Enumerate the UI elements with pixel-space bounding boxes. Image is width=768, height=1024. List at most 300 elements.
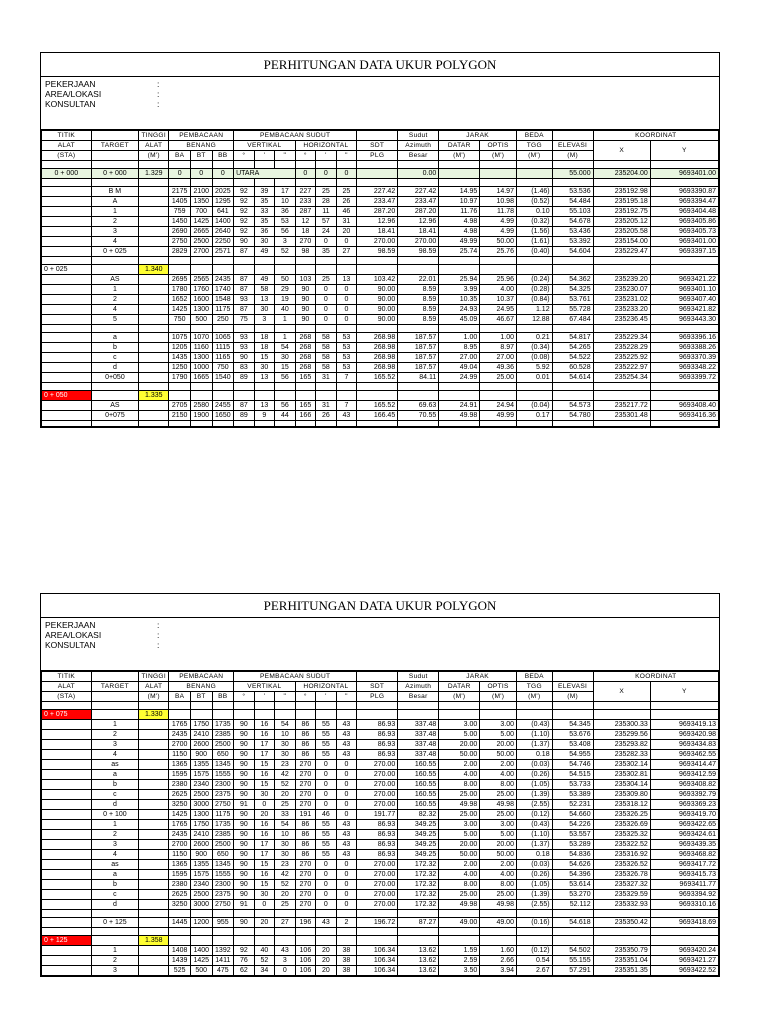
cell-optis: [480, 383, 517, 391]
cell-beda-tgg: [516, 161, 552, 169]
meta-label-konsultan: KONSULTAN: [45, 640, 96, 650]
cell-titik: [42, 770, 92, 780]
cell-beda-tgg: 0.21: [516, 333, 552, 343]
cell-bt: [190, 928, 212, 936]
col-header-elevasi-label: ELEVASI: [552, 141, 593, 151]
col-header-plg: PLG: [357, 151, 398, 161]
cell-elevasi: [552, 161, 593, 169]
page-cutoff: [40, 1010, 718, 1024]
cell-datar: 2.00: [439, 760, 480, 770]
cell-h-deg: [295, 265, 316, 275]
cell-sdt-plg: 86.93: [357, 750, 398, 760]
cell-bt: 2500: [190, 237, 212, 247]
cell-optis: [480, 169, 517, 179]
cell-elevasi: 53.536: [552, 187, 593, 197]
cell-bt: 0: [190, 169, 212, 179]
cell-beda-tgg: (0.34): [516, 343, 552, 353]
cell-h-sec: 13: [336, 275, 357, 285]
cell-h-sec: [336, 936, 357, 946]
cell-datar: 25.00: [439, 790, 480, 800]
cell-azimuth: 160.55: [398, 780, 439, 790]
cell-h-min: 0: [316, 890, 337, 900]
cell-v-sec: [275, 179, 296, 187]
cell-bt: 500: [190, 315, 212, 325]
cell-optis: 25.00: [480, 810, 517, 820]
cell-bb: 2750: [212, 900, 234, 910]
cell-y: 9693401.00: [650, 237, 718, 247]
cell-azimuth: 160.55: [398, 790, 439, 800]
cell-optis: 14.97: [480, 187, 517, 197]
cell-beda-tgg: [516, 383, 552, 391]
cell-azimuth: 337.48: [398, 750, 439, 760]
col-header-tinggi-2: ALAT: [139, 141, 169, 151]
cell-elevasi: 53.676: [552, 730, 593, 740]
cell-x: [593, 265, 650, 275]
col-header-v-sec: ": [275, 151, 296, 161]
cell-h-sec: 31: [336, 217, 357, 227]
cell-bt: [190, 710, 212, 720]
cell-optis: [480, 265, 517, 275]
cell-bb: 1345: [212, 760, 234, 770]
cell-ba: 759: [169, 207, 191, 217]
cell-h-deg: 98: [295, 247, 316, 257]
table-row: [42, 860, 719, 870]
cell-titik: [42, 247, 92, 257]
cell-v-deg: 87: [234, 305, 255, 315]
cell-beda-tgg: (1.37): [516, 740, 552, 750]
cell-beda-tgg: 2.67: [516, 966, 552, 976]
cell-v-deg: 89: [234, 411, 255, 421]
cell-ba: 1150: [169, 750, 191, 760]
cell-h-deg: 86: [295, 830, 316, 840]
cell-elevasi: 54.836: [552, 850, 593, 860]
cell-v-min: 30: [254, 237, 275, 247]
cell-h-min: 0: [316, 780, 337, 790]
cell-x: 235154.00: [593, 237, 650, 247]
cell-beda-tgg: (0.16): [516, 918, 552, 928]
cell-datar: 49.98: [439, 900, 480, 910]
cell-v-min: 20: [254, 918, 275, 928]
cell-v-sec: 20: [275, 790, 296, 800]
cell-ba: 1435: [169, 353, 191, 363]
cell-sdt-plg: 86.93: [357, 720, 398, 730]
cell-y: 9693405.73: [650, 227, 718, 237]
cell-optis: 50.00: [480, 237, 517, 247]
cell-ba: 1150: [169, 850, 191, 860]
cell-tinggi: [139, 373, 169, 383]
table-row: [42, 890, 719, 900]
cell-azimuth: 337.48: [398, 720, 439, 730]
cell-v-deg: 83: [234, 363, 255, 373]
cell-h-sec: [336, 179, 357, 187]
cell-y: 9693424.61: [650, 830, 718, 840]
cell-x: 235217.72: [593, 401, 650, 411]
cell-h-sec: 0: [336, 169, 357, 179]
cell-h-sec: 0: [336, 770, 357, 780]
cell-v-deg: 92: [234, 946, 255, 956]
cell-sdt-plg: 103.42: [357, 275, 398, 285]
cell-azimuth: 187.57: [398, 343, 439, 353]
cell-bb: 1735: [212, 720, 234, 730]
cell-titik: [42, 910, 92, 918]
cell-sdt-plg: [357, 928, 398, 936]
cell-beda-tgg: 0.10: [516, 207, 552, 217]
cell-beda-tgg: (0.26): [516, 870, 552, 880]
cell-h-sec: [336, 257, 357, 265]
col-header-horizontal: HORIZONTAL: [295, 682, 357, 692]
cell-azimuth: 172.32: [398, 870, 439, 880]
cell-azimuth: 187.57: [398, 353, 439, 363]
cell-h-sec: 0: [336, 315, 357, 325]
cell-tinggi: [139, 918, 169, 928]
cell-tinggi: [139, 411, 169, 421]
cell-x: 235309.80: [593, 790, 650, 800]
col-header-tinggi-unit: (M'): [139, 692, 169, 702]
cell-y: 9693420.98: [650, 730, 718, 740]
cell-h-min: 20: [316, 966, 337, 976]
cell-h-deg: 165: [295, 373, 316, 383]
cell-h-deg: [295, 257, 316, 265]
cell-tinggi: [139, 421, 169, 427]
col-header-tgg: TGG: [516, 682, 552, 692]
table-row: [42, 315, 719, 325]
cell-bt: 1665: [190, 373, 212, 383]
cell-target: 0 + 125: [91, 918, 138, 928]
cell-bt: 1350: [190, 197, 212, 207]
cell-h-deg: [295, 161, 316, 169]
cell-optis: 3.00: [480, 820, 517, 830]
cell-azimuth: 349.25: [398, 830, 439, 840]
cell-azimuth: 172.32: [398, 890, 439, 900]
cell-v-deg: 90: [234, 730, 255, 740]
table-row: [42, 237, 719, 247]
table-row: [42, 373, 719, 383]
cell-tinggi: [139, 910, 169, 918]
cell-h-min: 55: [316, 730, 337, 740]
project-info: [41, 77, 719, 130]
cell-ba: 1450: [169, 217, 191, 227]
cell-target: [91, 710, 138, 720]
col-header-vertikal: VERTIKAL: [234, 141, 296, 151]
cell-beda-tgg: (0.43): [516, 820, 552, 830]
cell-beda-tgg: [516, 391, 552, 401]
cell-v-sec: 30: [275, 850, 296, 860]
cell-tinggi: [139, 810, 169, 820]
cell-v-sec: [275, 391, 296, 401]
cell-v-deg: 90: [234, 860, 255, 870]
cell-target: [91, 383, 138, 391]
cell-ba: 2150: [169, 411, 191, 421]
cell-v-min: 49: [254, 247, 275, 257]
survey-table-1: [41, 130, 719, 427]
meta-label-area: AREA/LOKASI: [45, 630, 102, 640]
cell-tinggi: [139, 750, 169, 760]
cell-x: 235205.12: [593, 217, 650, 227]
cell-target: 2: [91, 217, 138, 227]
cell-h-sec: 43: [336, 720, 357, 730]
cell-h-sec: 0: [336, 790, 357, 800]
cell-ba: 3250: [169, 900, 191, 910]
cell-bb: [212, 325, 234, 333]
cell-v-deg: 90: [234, 810, 255, 820]
cell-v-sec: 10: [275, 197, 296, 207]
table-row: [42, 720, 719, 730]
cell-h-deg: 196: [295, 918, 316, 928]
cell-h-min: 55: [316, 750, 337, 760]
table-row: [42, 343, 719, 353]
cell-v-deg: 90: [234, 890, 255, 900]
cell-v-sec: 23: [275, 860, 296, 870]
cell-v-sec: 43: [275, 946, 296, 956]
cell-sdt-plg: 268.98: [357, 343, 398, 353]
cell-y: 9693348.22: [650, 363, 718, 373]
cell-v-sec: 52: [275, 780, 296, 790]
cell-bb: 1392: [212, 946, 234, 956]
cell-y: [650, 421, 718, 427]
cell-target: [91, 936, 138, 946]
cell-ba: 1405: [169, 197, 191, 207]
cell-v-sec: [275, 265, 296, 275]
cell-optis: 50.00: [480, 850, 517, 860]
cell-bb: 641: [212, 207, 234, 217]
cell-v-sec: 42: [275, 770, 296, 780]
cell-y: [650, 179, 718, 187]
cell-h-min: 11: [316, 207, 337, 217]
cell-titik: [42, 860, 92, 870]
cell-datar: 49.99: [439, 237, 480, 247]
cell-h-sec: [336, 702, 357, 710]
cell-h-deg: 270: [295, 770, 316, 780]
cell-target: [91, 257, 138, 265]
table-row: [42, 780, 719, 790]
cell-elevasi: 53.392: [552, 237, 593, 247]
cell-v-sec: 50: [275, 275, 296, 285]
cell-y: 9693411.77: [650, 880, 718, 890]
cell-optis: 25.00: [480, 373, 517, 383]
col-header-optis: OPTIS: [480, 141, 517, 151]
cell-bt: 2580: [190, 401, 212, 411]
cell-beda-tgg: [516, 179, 552, 187]
cell-h-deg: 227: [295, 187, 316, 197]
col-header-besar: Besar: [398, 692, 439, 702]
col-header-target-label: TARGET: [91, 141, 138, 151]
cell-y: [650, 928, 718, 936]
cell-tinggi: [139, 900, 169, 910]
cell-azimuth: 187.57: [398, 363, 439, 373]
cell-h-sec: [336, 928, 357, 936]
col-header-tinggi-unit: (M'): [139, 151, 169, 161]
cell-elevasi: [552, 421, 593, 427]
cell-sdt-plg: [357, 910, 398, 918]
cell-h-sec: 38: [336, 956, 357, 966]
cell-h-min: 57: [316, 217, 337, 227]
cell-elevasi: [552, 936, 593, 946]
col-header-datar-unit: (M'): [439, 151, 480, 161]
cell-v-deg: [234, 391, 255, 401]
cell-y: 9693416.36: [650, 411, 718, 421]
cell-elevasi: [552, 325, 593, 333]
cell-sdt-plg: [357, 265, 398, 275]
cell-target: 2: [91, 730, 138, 740]
cell-sdt-plg: 86.93: [357, 840, 398, 850]
cell-h-deg: 270: [295, 760, 316, 770]
cell-datar: 4.00: [439, 770, 480, 780]
cell-beda-tgg: (1.05): [516, 780, 552, 790]
cell-bb: 250: [212, 315, 234, 325]
cell-target: 3: [91, 966, 138, 976]
cell-v-min: 16: [254, 870, 275, 880]
cell-bb: 2640: [212, 227, 234, 237]
cell-optis: 8.00: [480, 880, 517, 890]
cell-datar: 49.04: [439, 363, 480, 373]
cell-target: b: [91, 343, 138, 353]
cell-bb: 2385: [212, 830, 234, 840]
cell-datar: 24.99: [439, 373, 480, 383]
col-header-target-3: [91, 692, 138, 702]
cell-bt: 1200: [190, 918, 212, 928]
cell-v-deg: 92: [234, 187, 255, 197]
cell-tinggi: [139, 285, 169, 295]
cell-beda-tgg: [516, 325, 552, 333]
cell-x: 235327.32: [593, 880, 650, 890]
table-header: [42, 672, 719, 702]
cell-optis: 1.00: [480, 333, 517, 343]
cell-target: 0+050: [91, 373, 138, 383]
cell-elevasi: 55.155: [552, 956, 593, 966]
cell-beda-tgg: (0.26): [516, 770, 552, 780]
cell-optis: 4.00: [480, 285, 517, 295]
cell-bt: [190, 391, 212, 401]
cell-v-min: 13: [254, 373, 275, 383]
cell-datar: 25.00: [439, 890, 480, 900]
cell-ba: 2625: [169, 890, 191, 900]
cell-bt: 1750: [190, 720, 212, 730]
cell-beda-tgg: 0.18: [516, 850, 552, 860]
col-header-h-deg: °: [295, 151, 316, 161]
cell-sdt-plg: 196.72: [357, 918, 398, 928]
cell-ba: 1595: [169, 870, 191, 880]
cell-x: 235302.81: [593, 770, 650, 780]
col-header-v-deg: °: [234, 692, 255, 702]
cell-datar: 1.59: [439, 946, 480, 956]
cell-v-deg: [234, 257, 255, 265]
cell-h-sec: 2: [336, 918, 357, 928]
cell-azimuth: 8.59: [398, 315, 439, 325]
col-header-sdt: [357, 131, 398, 141]
cell-v-sec: [275, 710, 296, 720]
col-header-titik-2: ALAT: [42, 141, 92, 151]
cell-datar: 8.95: [439, 343, 480, 353]
cell-v-deg: [234, 265, 255, 275]
cell-bb: 2500: [212, 840, 234, 850]
cell-target: 1: [91, 207, 138, 217]
cell-v-deg: [234, 928, 255, 936]
cell-v-min: [254, 257, 275, 265]
cell-datar: 5.00: [439, 730, 480, 740]
cell-v-min: 30: [254, 790, 275, 800]
cell-bb: 2300: [212, 780, 234, 790]
cell-bb: [212, 257, 234, 265]
cell-elevasi: 54.515: [552, 770, 593, 780]
col-header-datar: DATAR: [439, 141, 480, 151]
cell-azimuth: 337.48: [398, 730, 439, 740]
cell-titik: [42, 900, 92, 910]
cell-bt: [190, 179, 212, 187]
cell-optis: 4.00: [480, 770, 517, 780]
cell-datar: 25.74: [439, 247, 480, 257]
cell-optis: [480, 710, 517, 720]
cell-v-sec: [275, 383, 296, 391]
col-header-plg: PLG: [357, 692, 398, 702]
cell-h-sec: 43: [336, 830, 357, 840]
cell-sdt-plg: [357, 702, 398, 710]
cell-titik: [42, 353, 92, 363]
cell-h-min: 0: [316, 285, 337, 295]
cell-y: 9693422.52: [650, 966, 718, 976]
cell-v-deg: 91: [234, 800, 255, 810]
cell-v-sec: 17: [275, 187, 296, 197]
cell-h-min: 25: [316, 275, 337, 285]
cell-x: [593, 710, 650, 720]
cell-titik: [42, 187, 92, 197]
cell-sdt-plg: [357, 391, 398, 401]
cell-ba: 2175: [169, 187, 191, 197]
cell-v-min: 15: [254, 780, 275, 790]
cell-elevasi: 53.557: [552, 830, 593, 840]
col-header-titik-2: ALAT: [42, 682, 92, 692]
table-row: [42, 295, 719, 305]
cell-elevasi: 55.728: [552, 305, 593, 315]
cell-v-sec: 33: [275, 810, 296, 820]
cell-azimuth: 270.00: [398, 237, 439, 247]
cell-v-min: 16: [254, 770, 275, 780]
table-row: [42, 946, 719, 956]
cell-x: 235239.20: [593, 275, 650, 285]
cell-h-min: 31: [316, 401, 337, 411]
cell-h-min: 0: [316, 770, 337, 780]
cell-x: 235225.92: [593, 353, 650, 363]
cell-datar: 45.09: [439, 315, 480, 325]
cell-beda-tgg: [516, 910, 552, 918]
cell-ba: [169, 161, 191, 169]
cell-sdt-plg: 165.52: [357, 373, 398, 383]
cell-h-deg: 86: [295, 720, 316, 730]
cell-elevasi: 54.955: [552, 750, 593, 760]
cell-elevasi: 60.528: [552, 363, 593, 373]
cell-sdt-plg: [357, 169, 398, 179]
cell-titik: [42, 850, 92, 860]
cell-v-sec: 3: [275, 956, 296, 966]
cell-tinggi: [139, 295, 169, 305]
cell-tinggi: [139, 207, 169, 217]
cell-v-sec: 53: [275, 217, 296, 227]
cell-datar: 25.94: [439, 275, 480, 285]
cell-beda-tgg: (0.03): [516, 860, 552, 870]
cell-sdt-plg: 270.00: [357, 780, 398, 790]
table-row: [42, 217, 719, 227]
cell-v-min: 16: [254, 720, 275, 730]
cell-azimuth: 13.62: [398, 956, 439, 966]
cell-h-sec: 53: [336, 343, 357, 353]
cell-y: 9693405.86: [650, 217, 718, 227]
cell-h-min: [316, 710, 337, 720]
cell-elevasi: 54.626: [552, 860, 593, 870]
cell-beda-tgg: (0.04): [516, 401, 552, 411]
cell-azimuth: [398, 161, 439, 169]
cell-v-sec: [275, 161, 296, 169]
cell-v-deg: 90: [234, 790, 255, 800]
cell-bt: 2410: [190, 730, 212, 740]
